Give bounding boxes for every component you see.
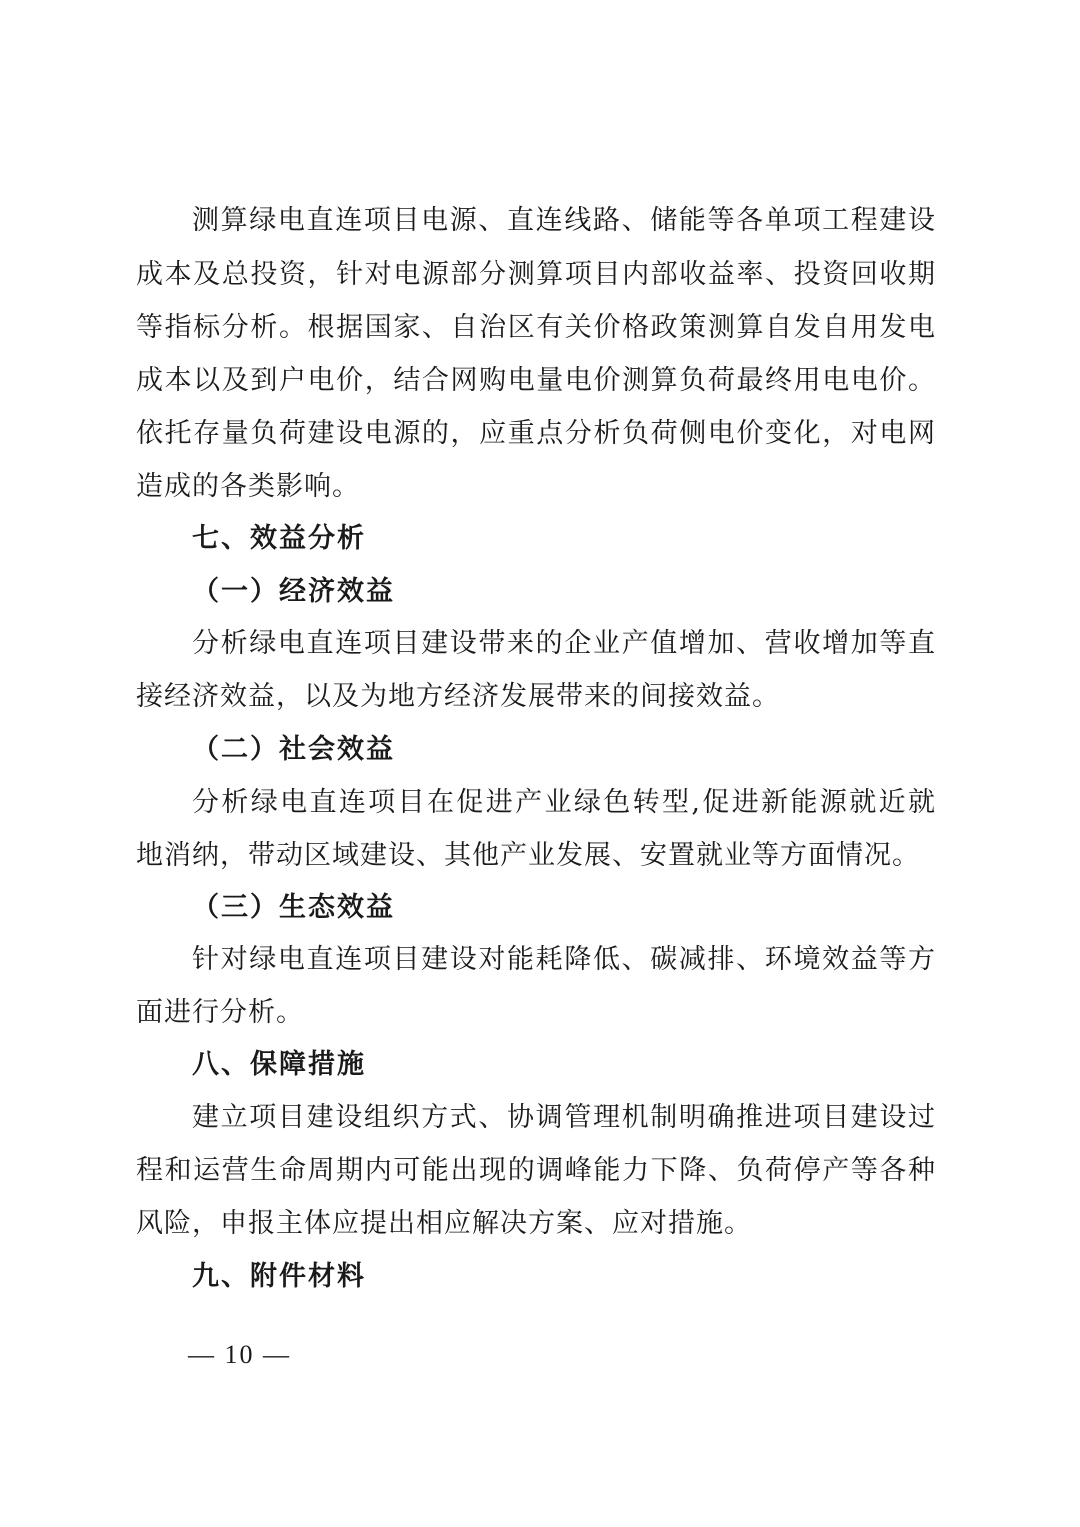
paragraph-line: 成本及总投资，针对电源部分测算项目内部收益率、投资回收期 (136, 259, 936, 290)
paragraph-line: 建立项目建设组织方式、协调管理机制明确推进项目建设过 (192, 1102, 936, 1133)
paragraph-line: 面进行分析。 (136, 997, 304, 1028)
paragraph-line: 针对绿电直连项目建设对能耗降低、碳减排、环境效益等方 (192, 944, 936, 975)
paragraph-line: 造成的各类影响。 (136, 471, 360, 502)
section-heading: 七、效益分析 (192, 523, 366, 554)
paragraph-line: 分析绿电直连项目建设带来的企业产值增加、营收增加等直 (192, 628, 936, 659)
section-heading: 九、附件材料 (192, 1261, 366, 1292)
paragraph-line: 测算绿电直连项目电源、直连线路、储能等各单项工程建设 (192, 205, 936, 236)
paragraph-line: 地消纳，带动区域建设、其他产业发展、安置就业等方面情况。 (136, 840, 920, 871)
paragraph-line: 等指标分析。根据国家、自治区有关价格政策测算自发自用发电 (136, 312, 936, 343)
paragraph-line: 程和运营生命周期内可能出现的调峰能力下降、负荷停产等各种 (136, 1155, 936, 1186)
paragraph-line: 依托存量负荷建设电源的，应重点分析负荷侧电价变化，对电网 (136, 418, 936, 449)
paragraph-line: 风险，申报主体应提出相应解决方案、应对措施。 (136, 1208, 752, 1239)
paragraph-line: 成本以及到户电价，结合网购电量电价测算负荷最终用电电价。 (136, 365, 936, 396)
paragraph-line: 接经济效益，以及为地方经济发展带来的间接效益。 (136, 681, 780, 712)
subsection-heading: （三）生态效益 (192, 892, 395, 923)
subsection-heading: （二）社会效益 (192, 734, 395, 765)
subsection-heading: （一）经济效益 (192, 576, 395, 607)
paragraph-line: 分析绿电直连项目在促进产业绿色转型,促进新能源就近就 (192, 787, 936, 818)
page-number: — 10 — (188, 1340, 291, 1369)
section-heading: 八、保障措施 (192, 1049, 366, 1080)
